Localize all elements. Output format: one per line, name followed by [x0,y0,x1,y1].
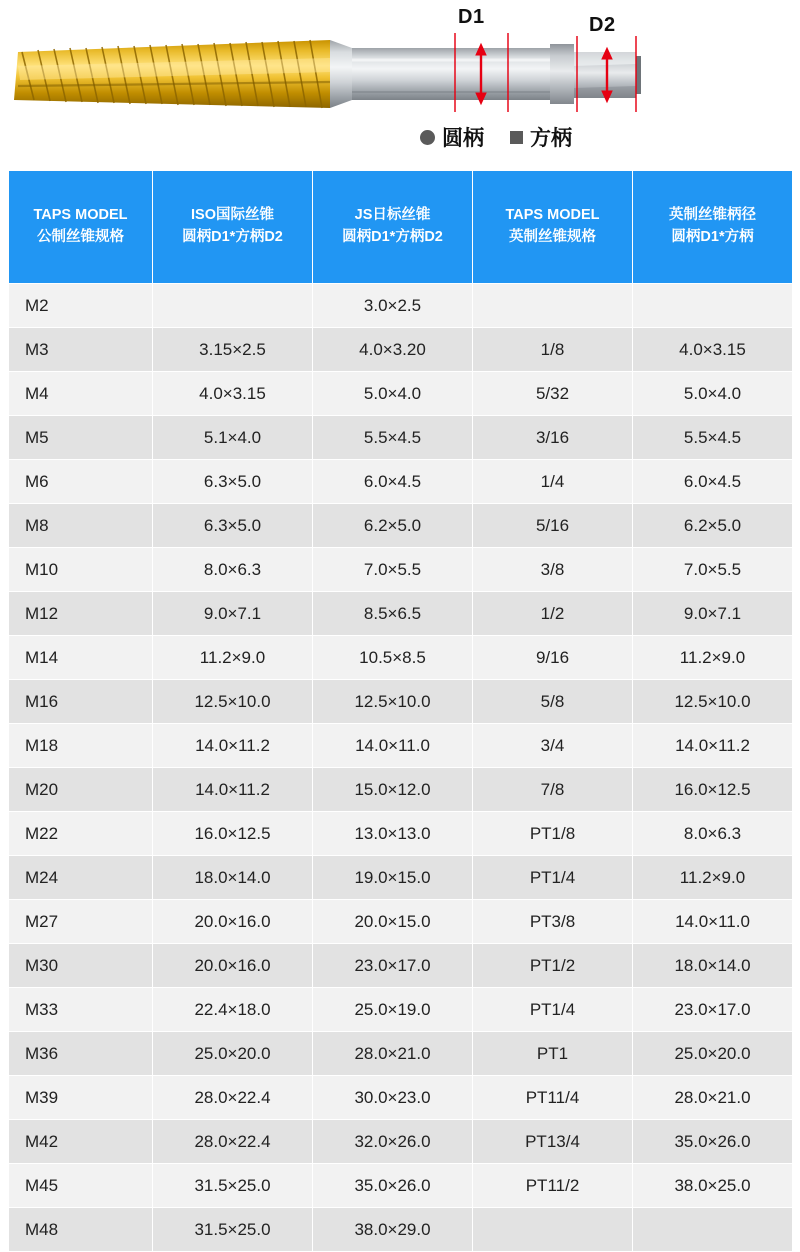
cell-js-shank: 6.0×4.5 [313,460,473,504]
cell-metric-model: M39 [9,1076,153,1120]
legend-item-square-shank [510,122,572,152]
diagram-legend [420,122,572,152]
table-row [9,724,793,768]
cell-imperial-shank: 7.0×5.5 [633,548,793,592]
cell-imperial-shank: 8.0×6.3 [633,812,793,856]
cell-imperial-shank: 11.2×9.0 [633,636,793,680]
cell-js-shank: 23.0×17.0 [313,944,473,988]
cell-iso-shank: 5.1×4.0 [153,416,313,460]
cell-js-shank: 12.5×10.0 [313,680,473,724]
specs-table [8,170,793,1252]
cell-imperial-model: 3/16 [473,416,633,460]
cell-js-shank: 19.0×15.0 [313,856,473,900]
specs-table-wrapper [0,170,800,1252]
table-header-row [9,171,793,284]
cell-imperial-model: PT1 [473,1032,633,1076]
table-row [9,856,793,900]
table-row [9,548,793,592]
cell-iso-shank: 28.0×22.4 [153,1120,313,1164]
cell-imperial-model: 5/32 [473,372,633,416]
specs-table-body [9,284,793,1252]
cell-iso-shank: 22.4×18.0 [153,988,313,1032]
table-row [9,504,793,548]
cell-imperial-shank [633,284,793,328]
table-row [9,812,793,856]
cell-js-shank: 14.0×11.0 [313,724,473,768]
cell-metric-model: M3 [9,328,153,372]
cell-imperial-shank: 23.0×17.0 [633,988,793,1032]
cell-iso-shank: 3.15×2.5 [153,328,313,372]
cell-iso-shank: 14.0×11.2 [153,768,313,812]
cell-metric-model: M8 [9,504,153,548]
header-imperial-shank: 英制丝锥柄径 圆柄D1*方柄 [633,171,793,284]
cell-js-shank: 4.0×3.20 [313,328,473,372]
cell-imperial-model [473,1208,633,1252]
cell-js-shank: 28.0×21.0 [313,1032,473,1076]
cell-imperial-model: PT1/8 [473,812,633,856]
cell-imperial-model: PT11/4 [473,1076,633,1120]
cell-js-shank: 13.0×13.0 [313,812,473,856]
cell-metric-model: M22 [9,812,153,856]
legend-label-round-shank: 圆柄 [442,127,484,150]
cell-imperial-model: PT1/4 [473,856,633,900]
cell-iso-shank: 8.0×6.3 [153,548,313,592]
cell-metric-model: M18 [9,724,153,768]
cell-metric-model: M14 [9,636,153,680]
cell-iso-shank: 20.0×16.0 [153,944,313,988]
cell-iso-shank: 6.3×5.0 [153,504,313,548]
cell-imperial-shank: 18.0×14.0 [633,944,793,988]
cell-imperial-shank: 5.0×4.0 [633,372,793,416]
table-row [9,944,793,988]
cell-iso-shank: 18.0×14.0 [153,856,313,900]
cell-imperial-model: 7/8 [473,768,633,812]
cell-iso-shank: 28.0×22.4 [153,1076,313,1120]
cell-js-shank: 8.5×6.5 [313,592,473,636]
cell-js-shank: 15.0×12.0 [313,768,473,812]
cell-imperial-shank: 14.0×11.2 [633,724,793,768]
cell-iso-shank: 11.2×9.0 [153,636,313,680]
header-metric-model: TAPS MODEL 公制丝锥规格 [9,171,153,284]
cell-imperial-model: PT3/8 [473,900,633,944]
cell-iso-shank: 9.0×7.1 [153,592,313,636]
cell-imperial-model: 1/2 [473,592,633,636]
cell-imperial-shank: 6.2×5.0 [633,504,793,548]
cell-imperial-model: 9/16 [473,636,633,680]
table-row [9,900,793,944]
cell-imperial-shank: 11.2×9.0 [633,856,793,900]
cell-imperial-shank: 35.0×26.0 [633,1120,793,1164]
cell-js-shank: 7.0×5.5 [313,548,473,592]
cell-imperial-model: PT1/2 [473,944,633,988]
cell-js-shank: 10.5×8.5 [313,636,473,680]
cell-imperial-shank: 14.0×11.0 [633,900,793,944]
header-iso-shank: ISO国际丝锥 圆柄D1*方柄D2 [153,171,313,284]
cell-imperial-model: 1/8 [473,328,633,372]
cell-iso-shank: 6.3×5.0 [153,460,313,504]
cell-imperial-shank [633,1208,793,1252]
cell-iso-shank: 20.0×16.0 [153,900,313,944]
cell-imperial-model: PT1/4 [473,988,633,1032]
cell-imperial-shank: 9.0×7.1 [633,592,793,636]
cell-imperial-shank: 25.0×20.0 [633,1032,793,1076]
legend-item-round-shank [420,122,484,152]
header-imperial-model: TAPS MODEL 英制丝锥规格 [473,171,633,284]
cell-js-shank: 35.0×26.0 [313,1164,473,1208]
cell-metric-model: M20 [9,768,153,812]
table-row [9,636,793,680]
table-row [9,416,793,460]
cell-iso-shank [153,284,313,328]
cell-imperial-shank: 6.0×4.5 [633,460,793,504]
legend-label-square-shank: 方柄 [530,127,572,150]
table-row [9,460,793,504]
cell-metric-model: M30 [9,944,153,988]
cell-imperial-shank: 38.0×25.0 [633,1164,793,1208]
cell-js-shank: 38.0×29.0 [313,1208,473,1252]
d1-label: D1 [458,6,485,28]
cell-metric-model: M27 [9,900,153,944]
cell-js-shank: 32.0×26.0 [313,1120,473,1164]
cell-iso-shank: 14.0×11.2 [153,724,313,768]
cell-js-shank: 5.5×4.5 [313,416,473,460]
cell-iso-shank: 12.5×10.0 [153,680,313,724]
cell-imperial-model: PT13/4 [473,1120,633,1164]
cell-imperial-model: 1/4 [473,460,633,504]
cell-metric-model: M42 [9,1120,153,1164]
transition-cone-graphic [330,40,352,108]
tap-illustration-svg [0,0,800,170]
table-row [9,1076,793,1120]
cell-metric-model: M16 [9,680,153,724]
table-row [9,328,793,372]
table-row [9,372,793,416]
cell-metric-model: M6 [9,460,153,504]
cell-imperial-shank: 28.0×21.0 [633,1076,793,1120]
thread-section-graphic [14,40,330,108]
cell-imperial-model: PT11/2 [473,1164,633,1208]
cell-metric-model: M4 [9,372,153,416]
tap-diagram [0,0,800,170]
shank-step-graphic [550,44,574,104]
cell-metric-model: M33 [9,988,153,1032]
cell-iso-shank: 31.5×25.0 [153,1164,313,1208]
cell-imperial-model: 3/8 [473,548,633,592]
table-row [9,1208,793,1252]
cell-imperial-shank: 5.5×4.5 [633,416,793,460]
table-row [9,768,793,812]
cell-metric-model: M36 [9,1032,153,1076]
square-marker-icon [510,131,523,144]
table-row [9,1032,793,1076]
cell-imperial-shank: 4.0×3.15 [633,328,793,372]
cell-imperial-shank: 16.0×12.5 [633,768,793,812]
cell-iso-shank: 31.5×25.0 [153,1208,313,1252]
cell-imperial-model: 5/16 [473,504,633,548]
cell-js-shank: 25.0×19.0 [313,988,473,1032]
cell-iso-shank: 25.0×20.0 [153,1032,313,1076]
cell-metric-model: M48 [9,1208,153,1252]
cell-js-shank: 3.0×2.5 [313,284,473,328]
cell-imperial-model: 3/4 [473,724,633,768]
cell-imperial-shank: 12.5×10.0 [633,680,793,724]
cell-js-shank: 6.2×5.0 [313,504,473,548]
cell-metric-model: M12 [9,592,153,636]
cell-js-shank: 5.0×4.0 [313,372,473,416]
cell-metric-model: M45 [9,1164,153,1208]
cell-metric-model: M10 [9,548,153,592]
table-row [9,988,793,1032]
cell-metric-model: M24 [9,856,153,900]
table-row [9,680,793,724]
header-js-shank: JS日标丝锥 圆柄D1*方柄D2 [313,171,473,284]
table-row [9,1120,793,1164]
cell-iso-shank: 4.0×3.15 [153,372,313,416]
circle-marker-icon [420,130,435,145]
cell-js-shank: 30.0×23.0 [313,1076,473,1120]
cell-imperial-model [473,284,633,328]
d2-label: D2 [589,14,616,36]
table-row [9,284,793,328]
cell-js-shank: 20.0×15.0 [313,900,473,944]
table-row [9,1164,793,1208]
cell-iso-shank: 16.0×12.5 [153,812,313,856]
cell-imperial-model: 5/8 [473,680,633,724]
table-row [9,592,793,636]
cell-metric-model: M5 [9,416,153,460]
cell-metric-model: M2 [9,284,153,328]
